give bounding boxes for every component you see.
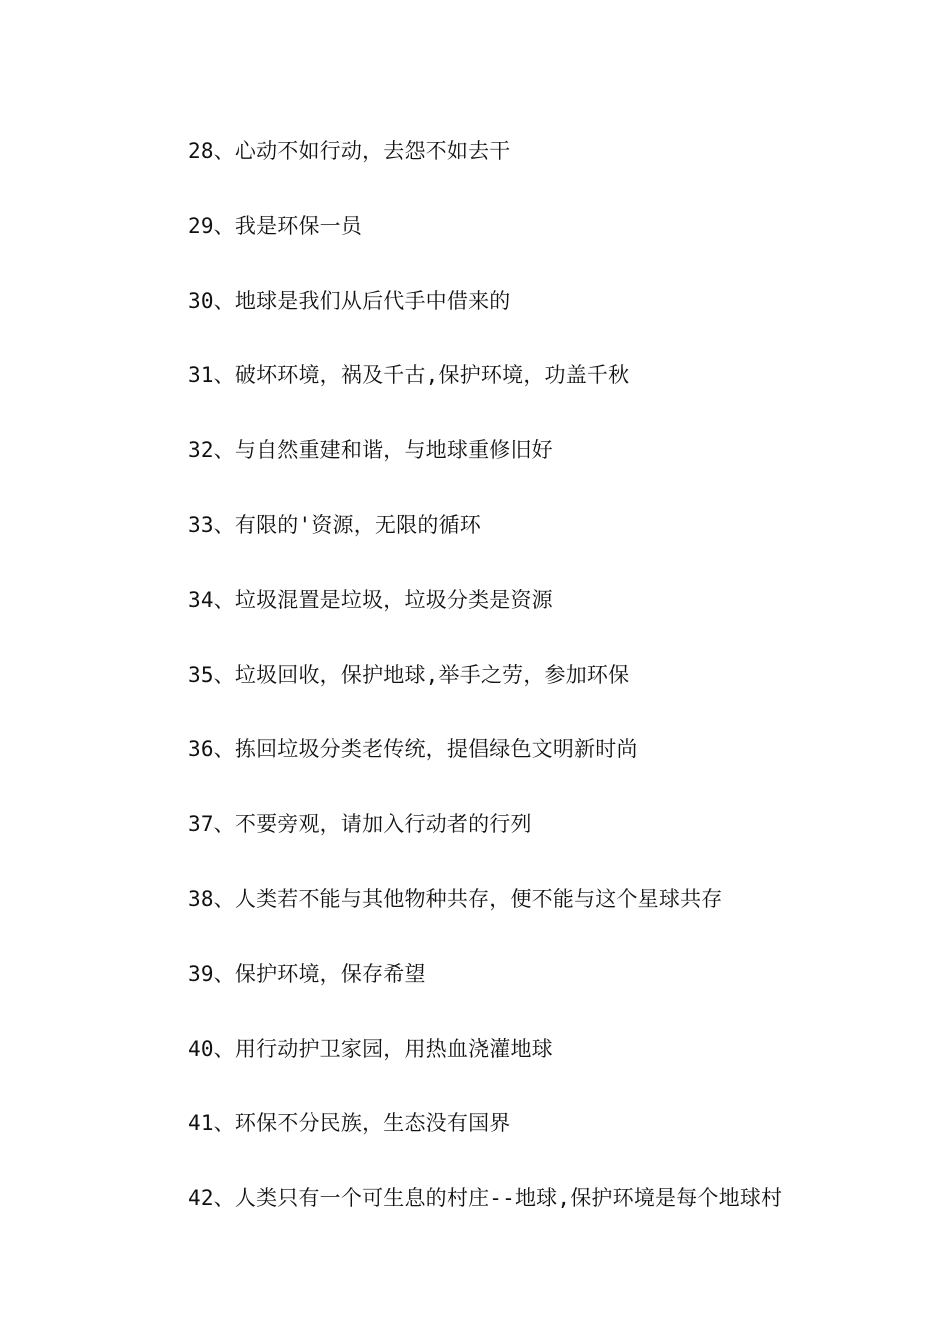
slogan-list (188, 136, 928, 1258)
slogan-line-35: 35、垃圾回收，保护地球,举手之劳，参加环保 (188, 662, 630, 687)
slogan-line-33: 33、有限的'资源，无限的循环 (188, 512, 481, 537)
slogan-line-38: 38、人类若不能与其他物种共存，便不能与这个星球共存 (188, 886, 723, 911)
slogan-line-42: 42、人类只有一个可生息的村庄--地球,保护环境是每个地球村 (188, 1186, 783, 1211)
slogan-line-31: 31、破坏环境，祸及千古,保护环境，功盖千秋 (188, 363, 630, 388)
slogan-line-40: 40、用行动护卫家园，用热血浇灌地球 (188, 1036, 553, 1061)
slogan-line-32: 32、与自然重建和谐，与地球重修旧好 (188, 438, 553, 463)
slogan-line-28: 28、心动不如行动，去怨不如去干 (188, 139, 511, 163)
slogan-line-29: 29、我是环保一员 (188, 213, 363, 238)
slogan-line-41: 41、环保不分民族，生态没有国界 (188, 1111, 511, 1136)
slogan-line-34: 34、垃圾混置是垃圾，垃圾分类是资源 (188, 587, 553, 612)
slogan-line-30: 30、地球是我们从后代手中借来的 (188, 288, 511, 313)
slogan-line-37: 37、不要旁观，请加入行动者的行列 (188, 812, 532, 837)
slogan-line-39: 39、保护环境，保存希望 (188, 961, 426, 986)
slogan-line-36: 36、拣回垃圾分类老传统，提倡绿色文明新时尚 (188, 737, 638, 762)
